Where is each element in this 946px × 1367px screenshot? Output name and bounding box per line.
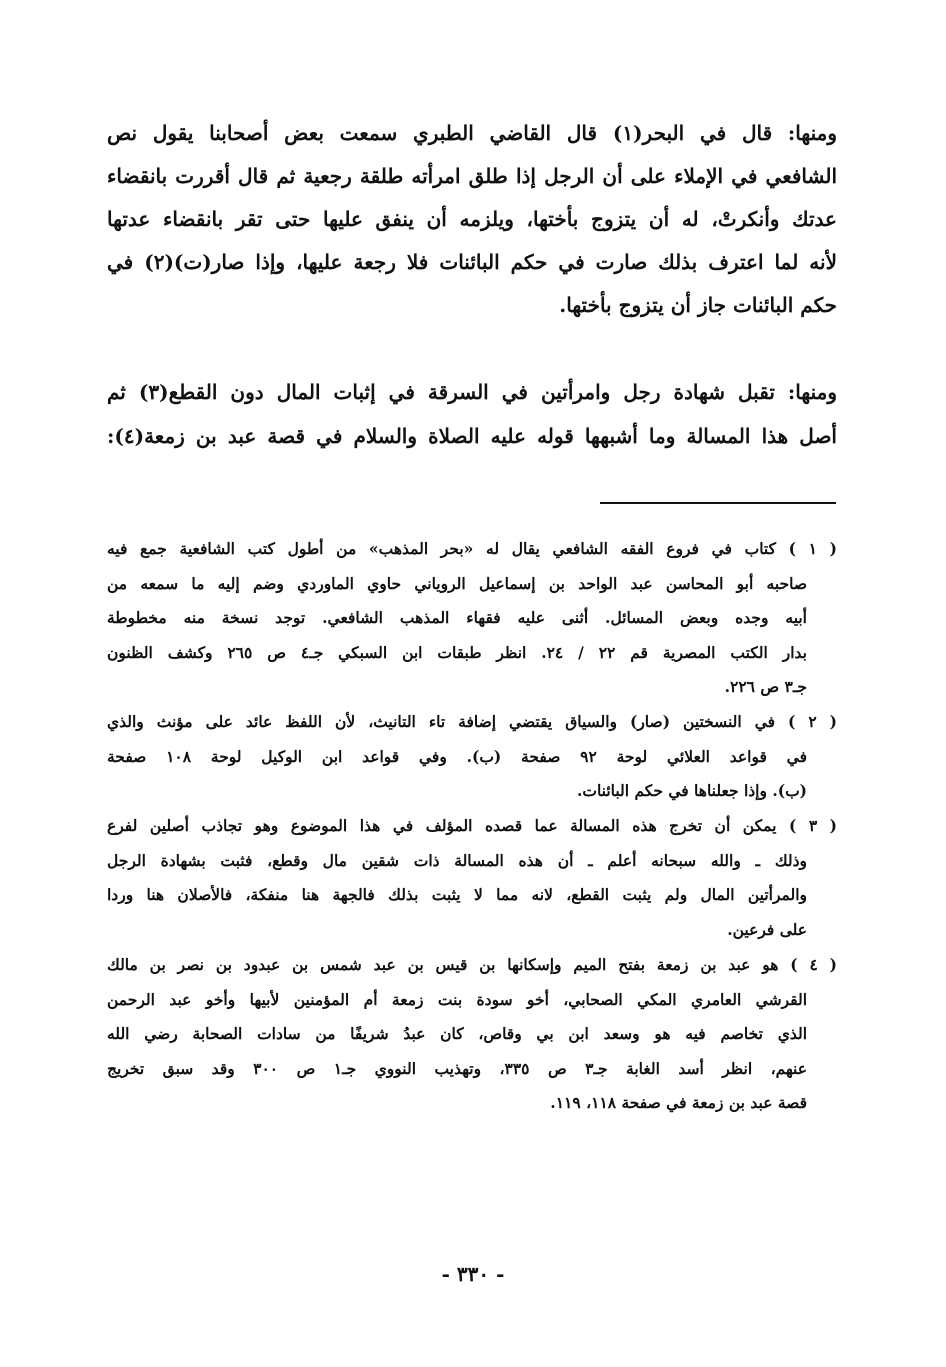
footnote-line: والمرأتين المال ولم يثبت القطع، لانه مما لا يثبت بذلك فالجهة هنا منفكة، فالأصلان هنا وردا — [107, 885, 807, 904]
footnote-line: (ب). وإذا جعلناها في حكم البائنات. — [576, 781, 807, 800]
footnote-separator — [600, 502, 836, 504]
footnote-line: عنهم، انظر أسد الغابة جـ٣ ص ٣٣٥، وتهذيب النووي جـ١ ص ٣٠٠ وقد سبق تخريج — [107, 1059, 807, 1078]
text-line: لأنه لما اعترف بذلك صارت في حكم البائنات فلا رجعة عليها، وإذا صار(ت)(٢) في — [107, 250, 837, 274]
footnote-line: على فرعين. — [727, 920, 807, 939]
page-number: - ٣٣٠ - — [441, 1262, 505, 1286]
footnote-line: ( ١ ) كتاب في فروع الفقه الشافعي يقال له «بحر المذهب» من أطول كتب الشافعية جمع فيه — [107, 539, 837, 558]
footnote-line: ( ٢ ) في النسختين (صار) والسياق يقتضي إضافة تاء التانيث، لأن اللفظ عائد على مؤنث والذي — [107, 712, 837, 731]
footnote-line: وذلك ـ والله سبحانه أعلم ـ أن هذه المسالة ذات شقين مال وقطع، فثبت بشهادة الرجل — [107, 851, 807, 870]
footnote-line: جـ٣ ص ٢٢٦. — [724, 677, 807, 696]
text-line: ومنها: قال في البحر(١) قال القاضي الطبري سمعت بعض أصحابنا يقول نص — [107, 121, 838, 145]
footnote-line: صاحبه أبو المحاسن عبد الواحد بن إسماعيل الروياني حاوي الماوردي وضم إليه ما سمعه من — [107, 574, 807, 593]
footnote-line: في قواعد العلائي لوحة ٩٢ صفحة (ب). وفي قواعد ابن الوكيل لوحة ١٠٨ صفحة — [107, 747, 808, 766]
text-line: حكم البائنات جاز أن يتزوج بأختها. — [559, 293, 837, 317]
footnote-line: ( ٤ ) هو عبد بن زمعة بفتح الميم وإسكانها بن قيس بن عبد شمس بن عبدود بن نصر بن مالك — [107, 955, 838, 974]
text-line: عدتك وأنكرتْ، له أن يتزوج بأختها، ويلزمه أن ينفق عليها حتى تقر بانقضاء عدتها — [107, 207, 837, 231]
footnote-line: أبيه وجده وبعض المسائل. أثنى عليه فقهاء المذهب الشافعي. توجد نسخة منه مخطوطة — [107, 608, 807, 627]
footnote-line: القرشي العامري المكي الصحابي، أخو سودة بنت زمعة أم المؤمنين لأبيها وأخو عبد الرحمن — [107, 990, 807, 1009]
text-line: ومنها: تقبل شهادة رجل وامرأتين في السرقة في إثبات المال دون القطع(٣) ثم — [107, 380, 838, 404]
text-line: أصل هذا المسالة وما أشبهها قوله عليه الصلاة والسلام في قصة عبد بن زمعة(٤): — [107, 424, 837, 448]
footnote-line: بدار الكتب المصرية قم ٢٢ / ٢٤. انظر طبقات ابن السبكي جـ٤ ص ٢٦٥ وكشف الظنون — [107, 643, 807, 662]
footnote-line: ( ٣ ) يمكن أن تخرج هذه المسالة عما قصده المؤلف في هذا الموضوع وهو تجاذب أصلين لفرع — [107, 816, 838, 835]
text-line: الشافعي في الإملاء على أن الرجل إذا طلق امرأته طلقة رجعية ثم قال أقررت بانقضاء — [107, 164, 837, 188]
footnote-line: الذي تخاصم فيه هو وسعد ابن بي وقاص، كان عبدُ شريفًا من سادات الصحابة رضي الله — [107, 1024, 807, 1043]
footnote-line: قصة عبد بن زمعة في صفحة ١١٨، ١١٩. — [550, 1093, 807, 1112]
